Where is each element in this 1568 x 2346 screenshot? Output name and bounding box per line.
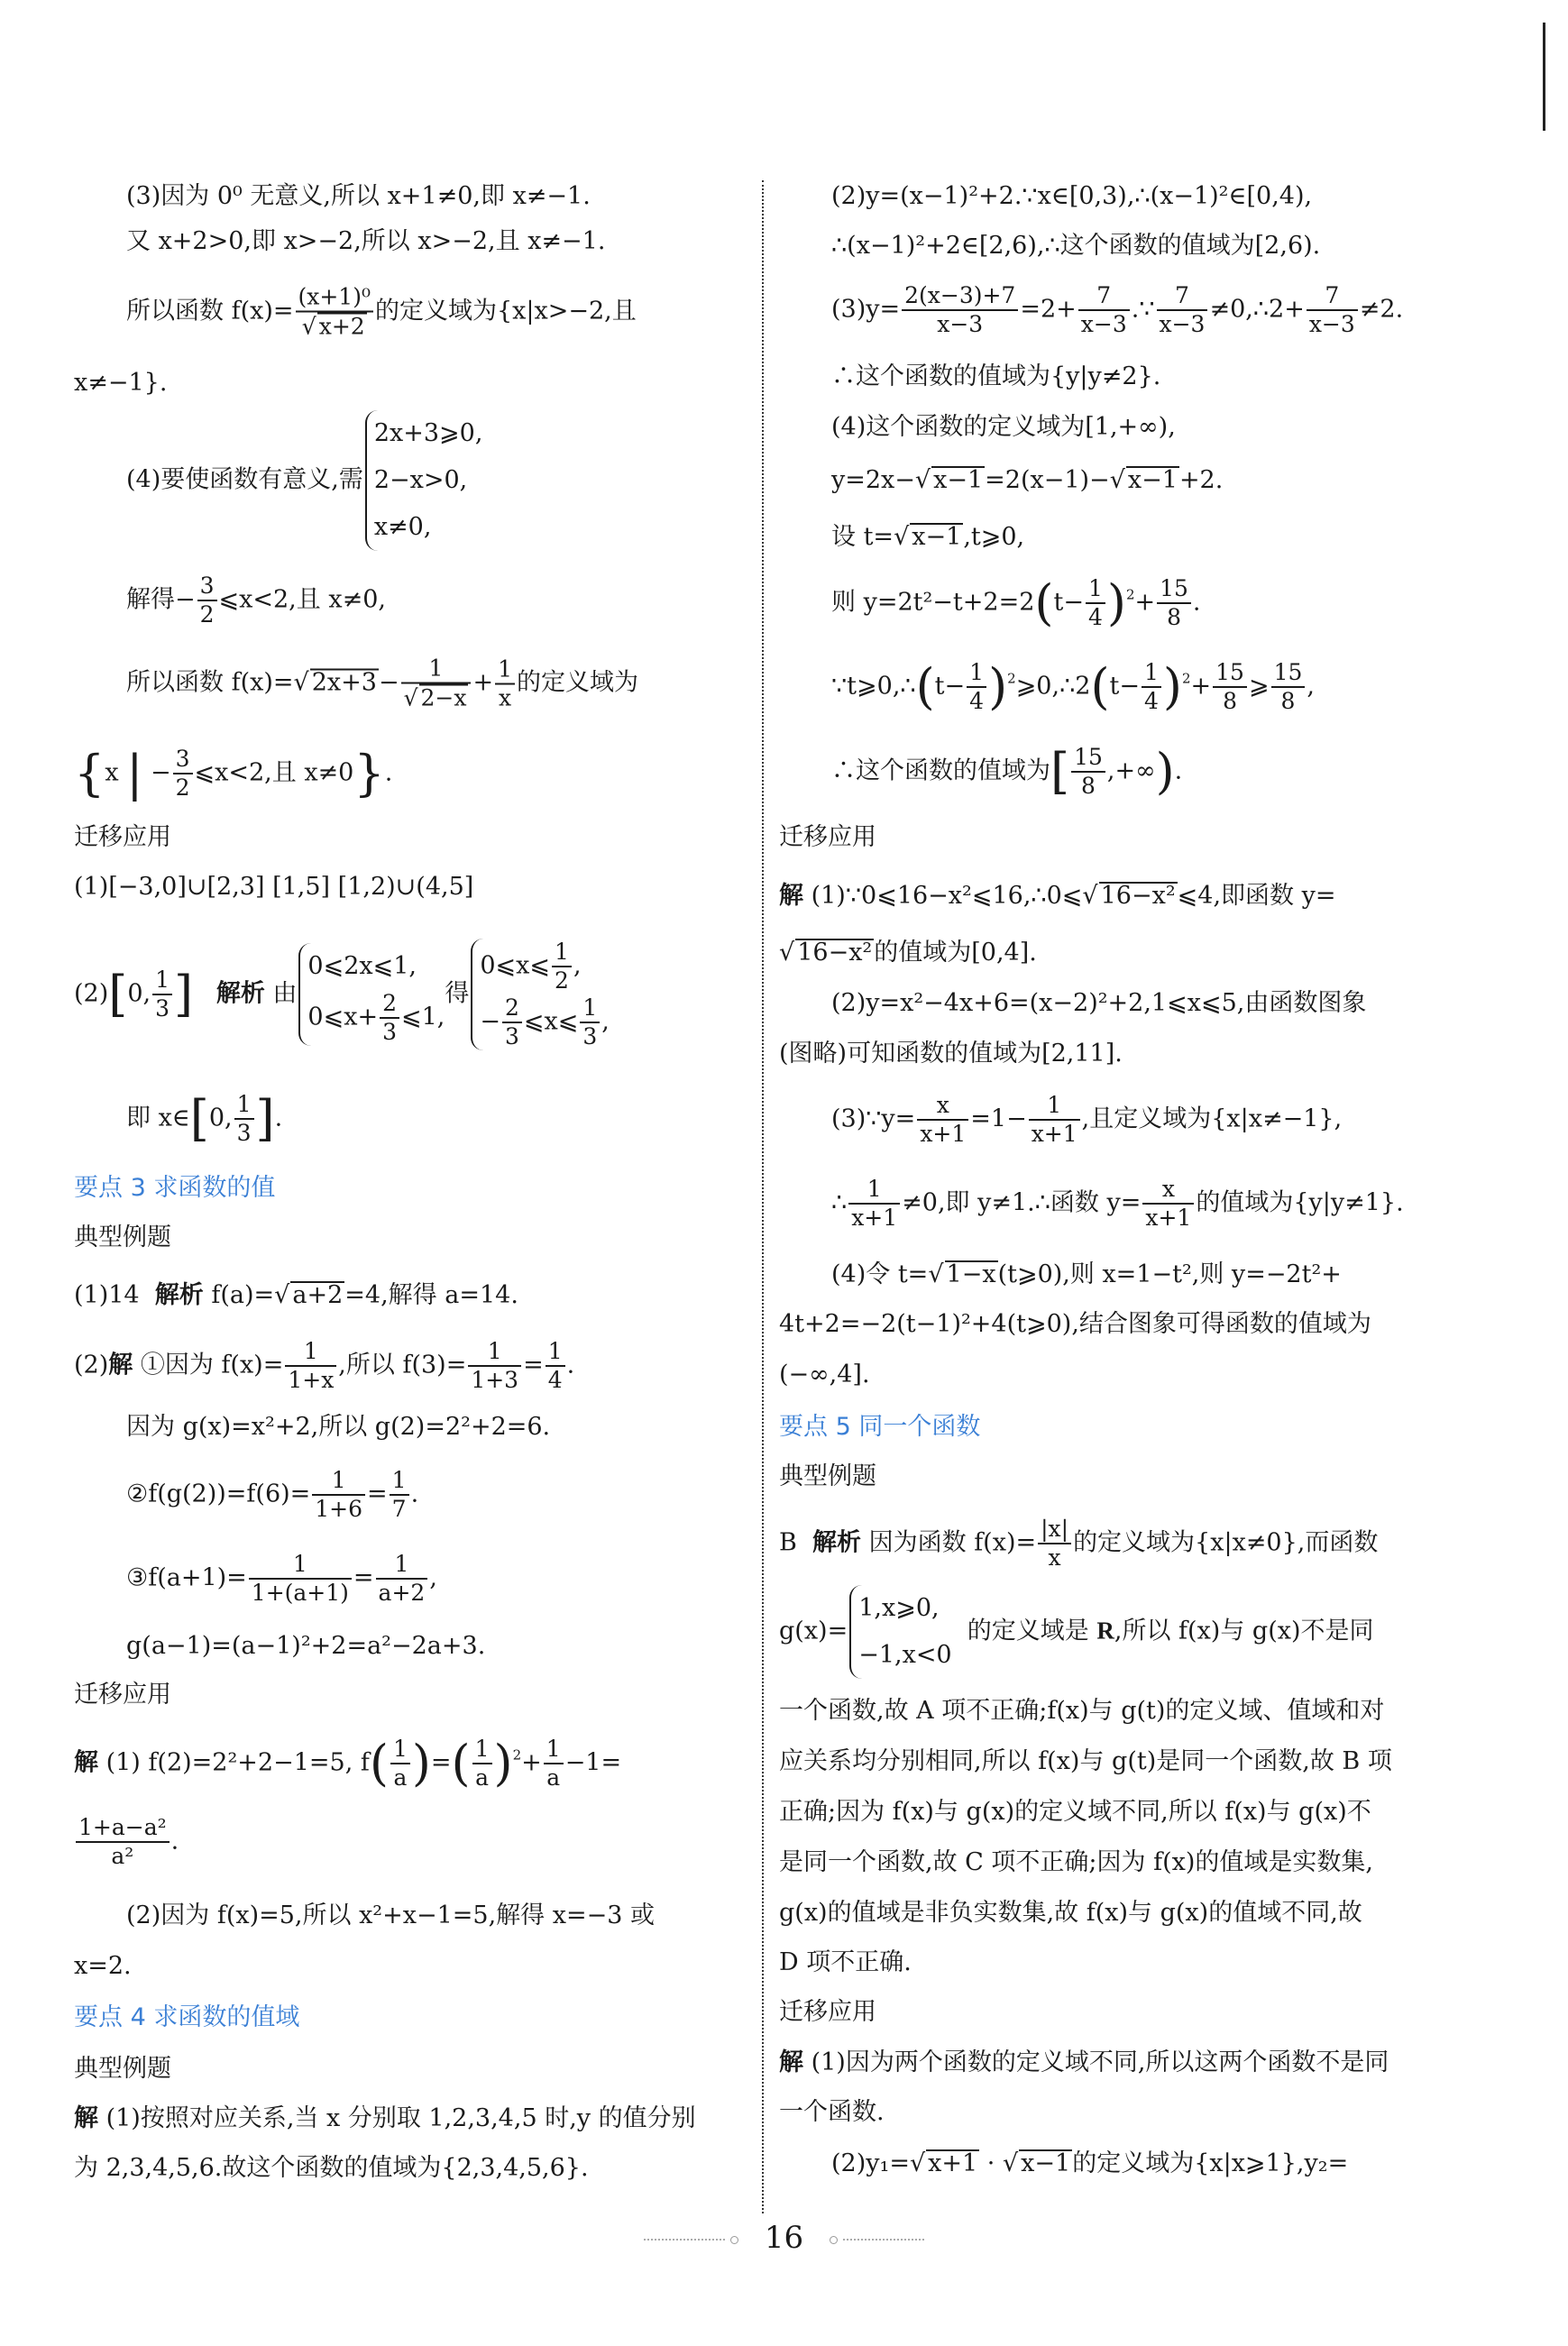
text-line: 一个函数,故 A 项不正确;f(x)与 g(t)的定义域、值域和对 — [779, 1697, 1385, 1725]
text-line: D 项不正确. — [779, 1948, 912, 1976]
section-subtitle: 迁移应用 — [74, 823, 171, 851]
page-number: 16 — [764, 2220, 804, 2256]
formula-line: (3)∵y= $\frac{x}{x+1}$ =1− $\frac{1}{x+1}$ ,且定义域为{x|x≠−1}, — [831, 1092, 1343, 1147]
text-line: g(a−1)=(a−1)²+2=a²−2a+3. — [126, 1632, 486, 1660]
formula-line — [126, 284, 637, 341]
formula-line: (2)[0, $\frac{1}{3}$ ] 解析 由 0⩽2x⩽1, 0⩽x+ $\frac{2}{3}$ ⩽1, 得 0⩽x⩽ $\frac{1}{2}$ , − $\frac{2}{3}$ ⩽x⩽ $\frac{1}{3}$ , — [74, 939, 610, 1049]
piecewise-definition: 1,x⩾0, −1,x<0 — [849, 1585, 951, 1679]
formula-line: $\frac{\text{1+a−a²}}{\text{a²}}$ . — [74, 1814, 179, 1870]
text-line: x=2. — [74, 1952, 132, 1980]
footer-rule-left — [644, 2239, 725, 2241]
footer-dot-left — [730, 2236, 738, 2244]
section-subtitle: 迁移应用 — [74, 1681, 171, 1709]
formula-line: 则 y=2t²−t+2=2(t− $\frac{1}{4}$ )$^2$+ $\frac{15}{8}$ . — [831, 574, 1201, 631]
text-line: 4t+2=−2(t−1)²+4(t⩾0),结合图象可得函数的值域为 — [779, 1310, 1371, 1338]
text-line: (4)这个函数的定义域为[1,+∞), — [831, 413, 1176, 441]
text-line: 一个函数. — [779, 2098, 885, 2126]
equation-system: 0⩽2x⩽1, 0⩽x+ $\frac{2}{3}$ ⩽1, — [298, 943, 445, 1046]
text-line: (2)y=x²−4x+6=(x−2)²+2,1⩽x⩽5,由函数图象 — [831, 989, 1367, 1017]
formula-line: 所以函数 f(x)=√ 2x+3− $\frac{1}{√ 2-x}$ + $\frac{1}{x}$ 的定义域为 — [126, 655, 638, 711]
text-line: 应关系均分别相同,所以 f(x)与 g(t)是同一个函数,故 B 项 — [779, 1747, 1392, 1775]
text-line: (1)[−3,0]∪[2,3] [1,5] [1,2)∪(4,5] — [74, 873, 474, 901]
text-line: 解 (1)因为两个函数的定义域不同,所以这两个函数不是同 — [779, 2048, 1389, 2076]
formula-line: ∴ $\frac{1}{x+1}$ ≠0,即 y≠1.∴函数 y= $\frac{x}{x+1}$ 的值域为{y|y≠1}. — [831, 1176, 1404, 1231]
section-subtitle: 典型例题 — [74, 1223, 171, 1251]
text-line: (图略)可知函数的值域为[2,11]. — [779, 1040, 1123, 1068]
formula-line: √ 16−x²的值域为[0,4]. — [779, 939, 1037, 967]
text: 所以函数 f(x)= — [126, 297, 294, 325]
section-heading: 要点 5 同一个函数 — [779, 1413, 981, 1441]
text-line: ∴这个函数的值域为{y|y≠2}. — [831, 362, 1161, 390]
section-subtitle: 典型例题 — [779, 1462, 876, 1490]
footer-dot-right — [830, 2236, 838, 2244]
text-line: x≠−1}. — [74, 369, 168, 397]
equation-system: 0⩽x⩽ $\frac{1}{2}$ , − $\frac{2}{3}$ ⩽x⩽ $\frac{1}{3}$ , — [471, 939, 610, 1050]
formula-line: (4)令 t=√ 1−x(t⩾0),则 x=1−t²,则 y=−2t²+ — [831, 1260, 1342, 1288]
formula-line: ∴这个函数的值域为[ $\frac{15}{8}$ ,+∞). — [831, 743, 1183, 800]
text-line: (−∞,4]. — [779, 1361, 870, 1388]
formula-line: B 解析 因为函数 f(x)= $\frac{|x|}{x}$ 的定义域为{x|x≠0},而函数 — [779, 1516, 1379, 1571]
fraction: $\frac{\text{(x+1)⁰}}{√ x+2}$ — [296, 284, 373, 341]
footer-rule-right — [843, 2239, 924, 2241]
text: 的定义域为{x|x>−2,且 — [374, 297, 637, 325]
text-line: 因为 g(x)=x²+2,所以 g(2)=2²+2=6. — [126, 1413, 551, 1441]
formula-line: y=2x−√ x−1=2(x−1)−√ x−1+2. — [831, 466, 1224, 494]
page-edge-mark — [1543, 23, 1545, 131]
section-subtitle: 典型例题 — [74, 2055, 171, 2083]
formula-line: 解得− $\frac{3}{2}$ ⩽x<2,且 x≠0, — [126, 573, 386, 628]
text-line: (2)因为 f(x)=5,所以 x²+x−1=5,解得 x=−3 或 — [126, 1902, 655, 1929]
page-footer — [0, 2220, 1568, 2256]
text-line: 为 2,3,4,5,6.故这个函数的值域为{2,3,4,5,6}. — [74, 2154, 589, 2182]
formula-line: (2)y₁=√ x+1 · √ x−1的定义域为{x|x⩾1},y₂= — [831, 2149, 1349, 2177]
formula-line: 解 (1)∵0⩽16−x²⩽16,∴0⩽√ 16−x²⩽4,即函数 y= — [779, 882, 1336, 910]
formula-line: {x | − $\frac{3}{2}$ ⩽x<2,且 x≠0}. — [74, 745, 393, 802]
text-line: 又 x+2>0,即 x>−2,所以 x>−2,且 x≠−1. — [126, 227, 606, 255]
section-subtitle: 迁移应用 — [779, 823, 876, 851]
formula-line: (2)解 ①因为 f(x)= $\frac{1}{1+x}$ ,所以 f(3)= $\frac{1}{1+3}$ = $\frac{1}{4}$ . — [74, 1338, 575, 1393]
text-line: ∴(x−1)²+2∈[2,6),∴这个函数的值域为[2,6). — [831, 232, 1321, 260]
formula-line: g(x)= 1,x⩾0, −1,x<0 的定义域是 R,所以 f(x)与 g(x)不是同 — [779, 1585, 1374, 1679]
formula-line: 解 (1) f(2)=2²+2−1=5, f( $\frac{1}{a}$ )=( $\frac{1}{a}$ )$^2$+ $\frac{1}{a}$ −1= — [74, 1735, 622, 1792]
equation-system: 2x+3⩾0, 2−x>0, x≠0, — [365, 410, 483, 551]
formula-line: 即 x∈[0, $\frac{1}{3}$ ]. — [126, 1090, 283, 1147]
text-line: (3)因为 0⁰ 无意义,所以 x+1≠0,即 x≠−1. — [126, 182, 591, 210]
section-heading: 要点 3 求函数的值 — [74, 1174, 276, 1202]
formula-line: ∵t⩾0,∴(t− $\frac{1}{4}$ )$^2$⩾0,∴2(t− $\frac{1}{4}$ )$^2$+ $\frac{15}{8}$ ⩾ $\frac{15}{8}$ , — [831, 658, 1315, 715]
formula-line: (3)y= $\frac{2(x-3)+7}{x-3}$ =2+ $\frac{7}{x-3}$ .∵ $\frac{7}{x-3}$ ≠0,∴2+ $\frac{7}{x-3}$ ≠2. — [831, 282, 1404, 337]
formula-line: (4)要使函数有意义,需 2x+3⩾0, 2−x>0, x≠0, — [126, 410, 482, 551]
formula-line: ③f(a+1)= $\frac{1}{1+(a+1)}$ = $\frac{1}{a+2}$ , — [126, 1551, 437, 1606]
text-line: 是同一个函数,故 C 项不正确;因为 f(x)的值域是实数集, — [779, 1848, 1373, 1876]
text-line: 解 (1)按照对应关系,当 x 分别取 1,2,3,4,5 时,y 的值分别 — [74, 2104, 696, 2132]
formula-line: 设 t=√ x−1,t⩾0, — [831, 523, 1025, 551]
column-divider — [762, 180, 764, 2213]
section-heading: 要点 4 求函数的值域 — [74, 2003, 300, 2031]
text-line: (2)y=(x−1)²+2.∵x∈[0,3),∴(x−1)²∈[0,4), — [831, 182, 1313, 210]
formula-line: ②f(g(2))=f(6)= $\frac{1}{1+6}$ = $\frac{1}{7}$ . — [126, 1467, 419, 1522]
text-line: g(x)的值域是非负实数集,故 f(x)与 g(x)的值域不同,故 — [779, 1899, 1362, 1927]
formula-line: (1)14 解析 f(a)=√ a+2=4,解得 a=14. — [74, 1281, 518, 1309]
text-line: 正确;因为 f(x)与 g(x)的定义域不同,所以 f(x)与 g(x)不 — [779, 1798, 1371, 1826]
section-subtitle: 迁移应用 — [779, 1998, 876, 2026]
